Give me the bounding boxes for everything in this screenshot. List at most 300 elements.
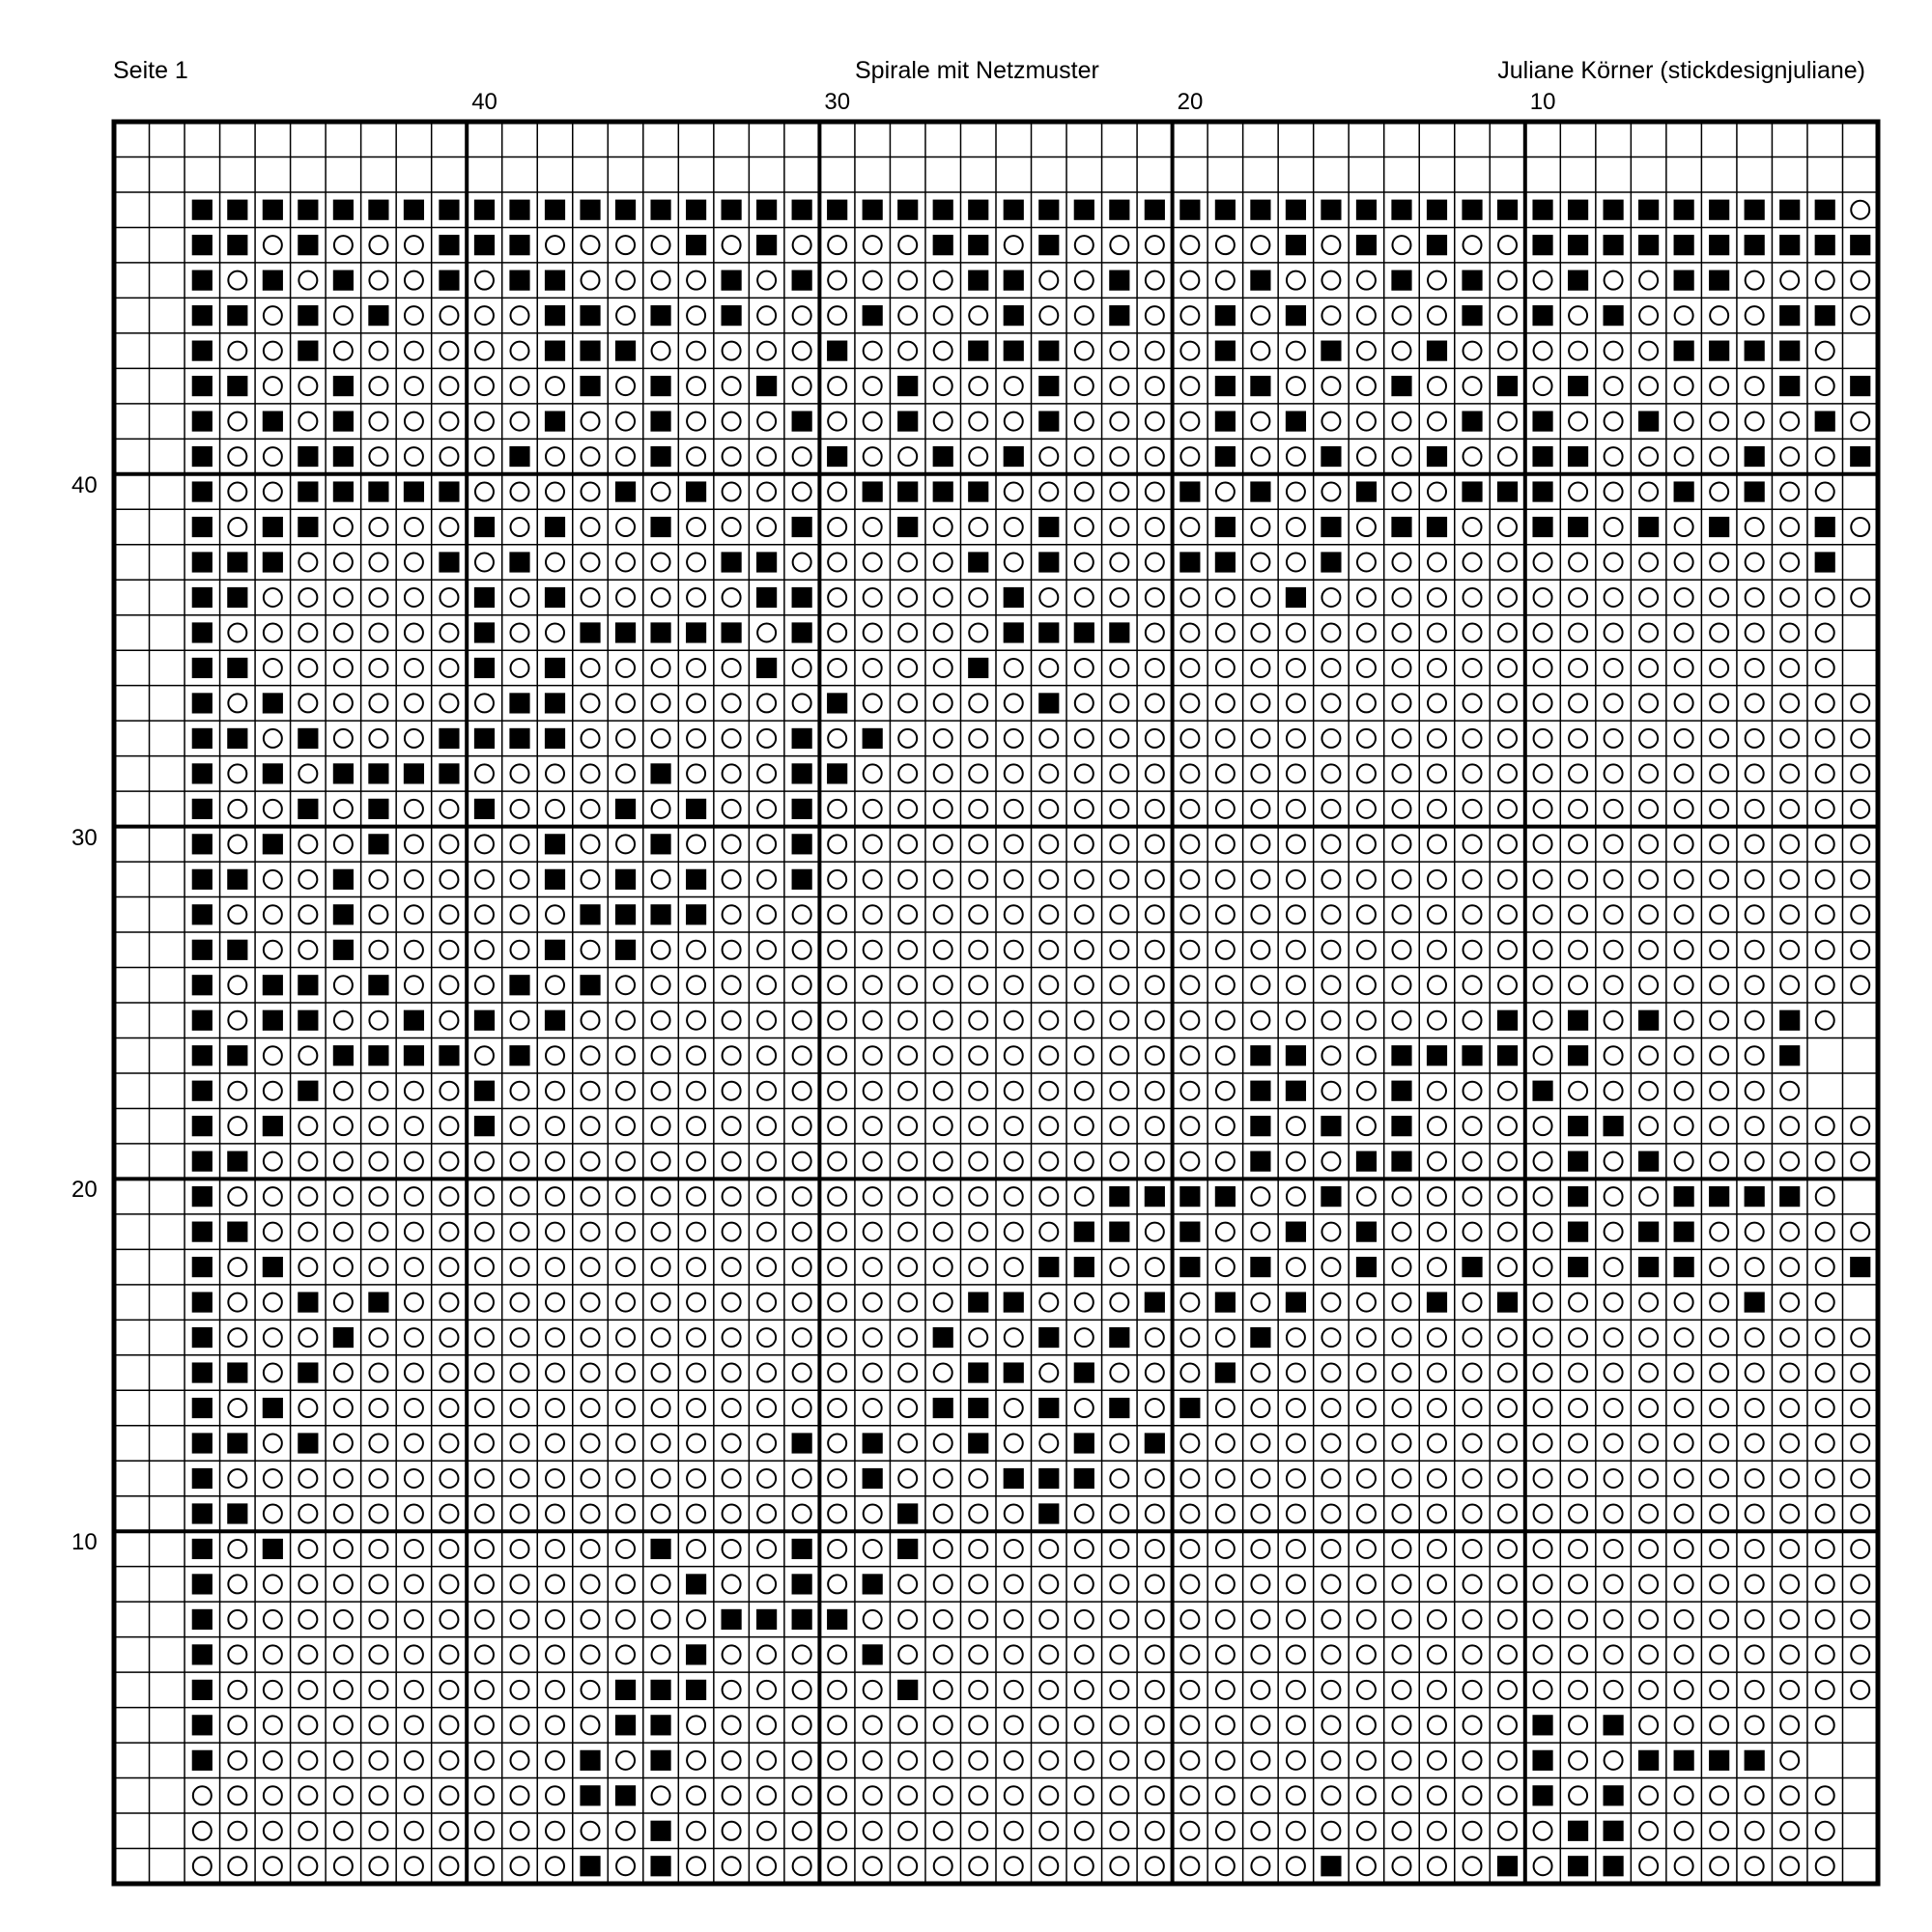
- filled-square-symbol: [615, 799, 636, 819]
- open-circle-symbol: [1498, 729, 1517, 748]
- open-circle-symbol: [1605, 377, 1623, 395]
- filled-square-symbol: [192, 658, 213, 678]
- filled-square-symbol: [263, 834, 283, 854]
- open-circle-symbol: [582, 694, 600, 712]
- open-circle-symbol: [934, 1786, 952, 1804]
- filled-square-symbol: [863, 728, 883, 749]
- open-circle-symbol: [1605, 1435, 1623, 1453]
- open-circle-symbol: [828, 905, 846, 923]
- filled-square-symbol: [192, 305, 213, 326]
- open-circle-symbol: [1816, 483, 1834, 501]
- open-circle-symbol: [1005, 835, 1023, 853]
- filled-square-symbol: [722, 305, 742, 326]
- filled-square-symbol: [1250, 200, 1270, 220]
- open-circle-symbol: [1639, 800, 1658, 818]
- open-circle-symbol: [1639, 1435, 1658, 1453]
- open-circle-symbol: [582, 1822, 600, 1840]
- filled-square-symbol: [1604, 1785, 1624, 1805]
- open-circle-symbol: [1321, 694, 1340, 712]
- open-circle-symbol: [1039, 1822, 1058, 1840]
- open-circle-symbol: [510, 1575, 528, 1593]
- filled-square-symbol: [1109, 270, 1129, 291]
- open-circle-symbol: [828, 412, 846, 431]
- open-circle-symbol: [1321, 870, 1340, 889]
- open-circle-symbol: [582, 271, 600, 290]
- open-circle-symbol: [1746, 1822, 1764, 1840]
- open-circle-symbol: [1639, 1364, 1658, 1382]
- open-circle-symbol: [687, 835, 705, 853]
- open-circle-symbol: [405, 1751, 423, 1770]
- open-circle-symbol: [828, 1645, 846, 1663]
- open-circle-symbol: [546, 1575, 564, 1593]
- open-circle-symbol: [969, 447, 987, 466]
- open-circle-symbol: [1075, 1152, 1094, 1171]
- filled-square-symbol: [1568, 1010, 1588, 1031]
- open-circle-symbol: [616, 1187, 635, 1206]
- open-circle-symbol: [1746, 1575, 1764, 1593]
- open-circle-symbol: [1146, 554, 1164, 572]
- open-circle-symbol: [1357, 412, 1376, 431]
- open-circle-symbol: [546, 1857, 564, 1875]
- open-circle-symbol: [1780, 588, 1799, 607]
- open-circle-symbol: [1710, 306, 1728, 325]
- open-circle-symbol: [757, 870, 776, 889]
- open-circle-symbol: [1534, 271, 1552, 290]
- filled-square-symbol: [650, 904, 670, 924]
- open-circle-symbol: [228, 412, 246, 431]
- open-circle-symbol: [1710, 1645, 1728, 1663]
- open-circle-symbol: [440, 1786, 458, 1804]
- filled-square-symbol: [192, 728, 213, 749]
- filled-square-symbol: [1321, 446, 1341, 467]
- open-circle-symbol: [475, 1258, 494, 1276]
- open-circle-symbol: [1287, 1681, 1305, 1699]
- open-circle-symbol: [405, 554, 423, 572]
- open-circle-symbol: [440, 1469, 458, 1488]
- open-circle-symbol: [510, 1011, 528, 1030]
- open-circle-symbol: [616, 1610, 635, 1629]
- open-circle-symbol: [1780, 905, 1799, 923]
- open-circle-symbol: [1428, 483, 1446, 501]
- open-circle-symbol: [1605, 941, 1623, 959]
- filled-square-symbol: [1638, 235, 1659, 255]
- open-circle-symbol: [1605, 1046, 1623, 1065]
- filled-square-symbol: [474, 622, 495, 642]
- open-circle-symbol: [1039, 1187, 1058, 1206]
- open-circle-symbol: [1639, 1786, 1658, 1804]
- filled-square-symbol: [827, 1609, 847, 1630]
- open-circle-symbol: [1463, 1328, 1482, 1347]
- open-circle-symbol: [934, 1152, 952, 1171]
- open-circle-symbol: [546, 1610, 564, 1629]
- open-circle-symbol: [793, 941, 811, 959]
- open-circle-symbol: [757, 447, 776, 466]
- open-circle-symbol: [1180, 306, 1199, 325]
- open-circle-symbol: [440, 905, 458, 923]
- open-circle-symbol: [1216, 1258, 1235, 1276]
- open-circle-symbol: [298, 1540, 317, 1558]
- open-circle-symbol: [405, 1364, 423, 1382]
- open-circle-symbol: [1005, 1152, 1023, 1171]
- open-circle-symbol: [1180, 1575, 1199, 1593]
- open-circle-symbol: [1428, 554, 1446, 572]
- open-circle-symbol: [1110, 1152, 1128, 1171]
- filled-square-symbol: [933, 481, 953, 501]
- open-circle-symbol: [828, 870, 846, 889]
- open-circle-symbol: [1851, 1364, 1869, 1382]
- open-circle-symbol: [864, 1293, 882, 1312]
- open-circle-symbol: [1569, 1786, 1587, 1804]
- open-circle-symbol: [1780, 623, 1799, 641]
- open-circle-symbol: [1816, 1716, 1834, 1734]
- open-circle-symbol: [969, 1046, 987, 1065]
- filled-square-symbol: [263, 552, 283, 572]
- open-circle-symbol: [652, 483, 670, 501]
- open-circle-symbol: [1428, 1575, 1446, 1593]
- open-circle-symbol: [1605, 1328, 1623, 1347]
- filled-square-symbol: [1250, 481, 1270, 501]
- filled-square-symbol: [474, 1081, 495, 1101]
- filled-square-symbol: [686, 200, 706, 220]
- filled-square-symbol: [368, 834, 388, 854]
- open-circle-symbol: [934, 1681, 952, 1699]
- open-circle-symbol: [1498, 800, 1517, 818]
- filled-square-symbol: [863, 200, 883, 220]
- filled-square-symbol: [1004, 270, 1024, 291]
- open-circle-symbol: [440, 1857, 458, 1875]
- open-circle-symbol: [723, 518, 741, 536]
- open-circle-symbol: [1463, 236, 1482, 254]
- filled-square-symbol: [192, 1750, 213, 1771]
- open-circle-symbol: [1498, 447, 1517, 466]
- open-circle-symbol: [1639, 1645, 1658, 1663]
- open-circle-symbol: [582, 412, 600, 431]
- open-circle-symbol: [1746, 1716, 1764, 1734]
- open-circle-symbol: [1110, 342, 1128, 360]
- open-circle-symbol: [1710, 1857, 1728, 1875]
- open-circle-symbol: [757, 905, 776, 923]
- filled-square-symbol: [1179, 1398, 1200, 1418]
- open-circle-symbol: [1710, 870, 1728, 889]
- filled-square-symbol: [1250, 1257, 1270, 1277]
- filled-square-symbol: [192, 940, 213, 960]
- open-circle-symbol: [1498, 870, 1517, 889]
- open-circle-symbol: [440, 377, 458, 395]
- open-circle-symbol: [1710, 1540, 1728, 1558]
- filled-square-symbol: [192, 270, 213, 291]
- filled-square-symbol: [474, 1116, 495, 1136]
- open-circle-symbol: [969, 1822, 987, 1840]
- open-circle-symbol: [864, 659, 882, 677]
- filled-square-symbol: [298, 305, 318, 326]
- open-circle-symbol: [828, 976, 846, 994]
- open-circle-symbol: [723, 483, 741, 501]
- open-circle-symbol: [1710, 554, 1728, 572]
- open-circle-symbol: [1428, 1223, 1446, 1241]
- open-circle-symbol: [793, 1011, 811, 1030]
- open-circle-symbol: [440, 518, 458, 536]
- filled-square-symbol: [1250, 1151, 1270, 1172]
- open-circle-symbol: [652, 1504, 670, 1522]
- open-circle-symbol: [1463, 800, 1482, 818]
- open-circle-symbol: [1780, 1223, 1799, 1241]
- open-circle-symbol: [1039, 1117, 1058, 1135]
- open-circle-symbol: [1357, 1187, 1376, 1206]
- open-circle-symbol: [652, 1117, 670, 1135]
- open-circle-symbol: [1605, 1082, 1623, 1100]
- filled-square-symbol: [1004, 1468, 1024, 1489]
- open-circle-symbol: [969, 1223, 987, 1241]
- open-circle-symbol: [1639, 1857, 1658, 1875]
- filled-square-symbol: [1391, 200, 1411, 220]
- filled-square-symbol: [1250, 1327, 1270, 1348]
- open-circle-symbol: [405, 1293, 423, 1312]
- filled-square-symbol: [1356, 481, 1377, 501]
- open-circle-symbol: [1463, 1681, 1482, 1699]
- filled-square-symbol: [1179, 552, 1200, 572]
- open-circle-symbol: [1321, 729, 1340, 748]
- open-circle-symbol: [934, 694, 952, 712]
- open-circle-symbol: [546, 1223, 564, 1241]
- open-circle-symbol: [1428, 1011, 1446, 1030]
- filled-square-symbol: [192, 1644, 213, 1664]
- open-circle-symbol: [1710, 447, 1728, 466]
- open-circle-symbol: [1816, 1258, 1834, 1276]
- open-circle-symbol: [1392, 483, 1410, 501]
- open-circle-symbol: [1075, 306, 1094, 325]
- open-circle-symbol: [1534, 1364, 1552, 1382]
- open-circle-symbol: [864, 588, 882, 607]
- open-circle-symbol: [898, 306, 917, 325]
- open-circle-symbol: [1321, 1610, 1340, 1629]
- open-circle-symbol: [475, 1046, 494, 1065]
- open-circle-symbol: [1816, 835, 1834, 853]
- open-circle-symbol: [369, 1258, 387, 1276]
- open-circle-symbol: [334, 1575, 353, 1593]
- open-circle-symbol: [1710, 1011, 1728, 1030]
- open-circle-symbol: [546, 1716, 564, 1734]
- open-circle-symbol: [1110, 1293, 1128, 1312]
- open-circle-symbol: [723, 588, 741, 607]
- open-circle-symbol: [969, 623, 987, 641]
- open-circle-symbol: [1746, 729, 1764, 748]
- open-circle-symbol: [1428, 1540, 1446, 1558]
- open-circle-symbol: [1816, 1152, 1834, 1171]
- filled-square-symbol: [650, 305, 670, 326]
- open-circle-symbol: [1498, 1681, 1517, 1699]
- open-circle-symbol: [652, 800, 670, 818]
- open-circle-symbol: [1357, 1011, 1376, 1030]
- open-circle-symbol: [1075, 1751, 1094, 1770]
- open-circle-symbol: [1039, 1716, 1058, 1734]
- open-circle-symbol: [864, 1540, 882, 1558]
- open-circle-symbol: [1746, 377, 1764, 395]
- open-circle-symbol: [616, 1152, 635, 1171]
- filled-square-symbol: [686, 869, 706, 890]
- open-circle-symbol: [652, 941, 670, 959]
- filled-square-symbol: [1745, 1186, 1765, 1207]
- open-circle-symbol: [1357, 905, 1376, 923]
- filled-square-symbol: [227, 1151, 247, 1172]
- open-circle-symbol: [1005, 236, 1023, 254]
- open-circle-symbol: [1039, 941, 1058, 959]
- filled-square-symbol: [968, 235, 988, 255]
- open-circle-symbol: [1428, 1469, 1446, 1488]
- filled-square-symbol: [1109, 200, 1129, 220]
- filled-square-symbol: [509, 693, 529, 713]
- open-circle-symbol: [652, 1293, 670, 1312]
- open-circle-symbol: [1851, 271, 1869, 290]
- open-circle-symbol: [1675, 1645, 1693, 1663]
- filled-square-symbol: [1038, 341, 1059, 361]
- open-circle-symbol: [228, 1011, 246, 1030]
- open-circle-symbol: [228, 1258, 246, 1276]
- open-circle-symbol: [723, 1152, 741, 1171]
- open-circle-symbol: [1534, 870, 1552, 889]
- open-circle-symbol: [1321, 483, 1340, 501]
- open-circle-symbol: [1710, 1681, 1728, 1699]
- filled-square-symbol: [933, 1327, 953, 1348]
- open-circle-symbol: [1639, 1681, 1658, 1699]
- open-circle-symbol: [1498, 412, 1517, 431]
- open-circle-symbol: [934, 518, 952, 536]
- open-circle-symbol: [1605, 1575, 1623, 1593]
- filled-square-symbol: [1004, 622, 1024, 642]
- filled-square-symbol: [1568, 1151, 1588, 1172]
- filled-square-symbol: [1250, 1116, 1270, 1136]
- filled-square-symbol: [615, 200, 636, 220]
- open-circle-symbol: [1780, 1540, 1799, 1558]
- open-circle-symbol: [1287, 976, 1305, 994]
- open-circle-symbol: [1005, 870, 1023, 889]
- open-circle-symbol: [934, 1610, 952, 1629]
- open-circle-symbol: [828, 1187, 846, 1206]
- open-circle-symbol: [475, 1857, 494, 1875]
- open-circle-symbol: [1216, 1117, 1235, 1135]
- open-circle-symbol: [687, 1540, 705, 1558]
- filled-square-symbol: [792, 799, 812, 819]
- open-circle-symbol: [723, 694, 741, 712]
- open-circle-symbol: [1851, 1681, 1869, 1699]
- open-circle-symbol: [687, 1152, 705, 1171]
- open-circle-symbol: [1110, 1575, 1128, 1593]
- filled-square-symbol: [1779, 341, 1800, 361]
- open-circle-symbol: [405, 518, 423, 536]
- open-circle-symbol: [1639, 694, 1658, 712]
- open-circle-symbol: [582, 554, 600, 572]
- open-circle-symbol: [652, 1328, 670, 1347]
- filled-square-symbol: [1215, 1292, 1236, 1312]
- open-circle-symbol: [1216, 1610, 1235, 1629]
- open-circle-symbol: [1816, 976, 1834, 994]
- filled-square-symbol: [1674, 200, 1694, 220]
- open-circle-symbol: [1851, 729, 1869, 748]
- open-circle-symbol: [1569, 1575, 1587, 1593]
- filled-square-symbol: [580, 341, 600, 361]
- open-circle-symbol: [1287, 1610, 1305, 1629]
- open-circle-symbol: [1251, 800, 1269, 818]
- filled-square-symbol: [1391, 1081, 1411, 1101]
- open-circle-symbol: [440, 800, 458, 818]
- open-circle-symbol: [1498, 1716, 1517, 1734]
- filled-square-symbol: [650, 1856, 670, 1876]
- open-circle-symbol: [369, 623, 387, 641]
- open-circle-symbol: [1392, 941, 1410, 959]
- open-circle-symbol: [1605, 1364, 1623, 1382]
- filled-square-symbol: [1850, 446, 1870, 467]
- open-circle-symbol: [264, 729, 282, 748]
- open-circle-symbol: [616, 1645, 635, 1663]
- open-circle-symbol: [1498, 1786, 1517, 1804]
- open-circle-symbol: [723, 1857, 741, 1875]
- open-circle-symbol: [1639, 1328, 1658, 1347]
- filled-square-symbol: [1745, 341, 1765, 361]
- filled-square-symbol: [439, 200, 459, 220]
- filled-square-symbol: [474, 658, 495, 678]
- open-circle-symbol: [1180, 976, 1199, 994]
- open-circle-symbol: [1569, 1645, 1587, 1663]
- filled-square-symbol: [863, 1468, 883, 1489]
- open-circle-symbol: [1216, 1716, 1235, 1734]
- filled-square-symbol: [1568, 1257, 1588, 1277]
- open-circle-symbol: [475, 1364, 494, 1382]
- open-circle-symbol: [1710, 941, 1728, 959]
- open-circle-symbol: [1428, 905, 1446, 923]
- open-circle-symbol: [582, 1399, 600, 1417]
- filled-square-symbol: [827, 763, 847, 783]
- open-circle-symbol: [1110, 1681, 1128, 1699]
- open-circle-symbol: [898, 941, 917, 959]
- filled-square-symbol: [509, 235, 529, 255]
- open-circle-symbol: [1392, 412, 1410, 431]
- open-circle-symbol: [1392, 1187, 1410, 1206]
- open-circle-symbol: [582, 1716, 600, 1734]
- open-circle-symbol: [652, 729, 670, 748]
- open-circle-symbol: [1851, 1435, 1869, 1453]
- open-circle-symbol: [334, 800, 353, 818]
- open-circle-symbol: [298, 1152, 317, 1171]
- open-circle-symbol: [1605, 694, 1623, 712]
- open-circle-symbol: [1746, 941, 1764, 959]
- open-circle-symbol: [475, 1681, 494, 1699]
- open-circle-symbol: [264, 1786, 282, 1804]
- open-circle-symbol: [1534, 1399, 1552, 1417]
- open-circle-symbol: [652, 236, 670, 254]
- open-circle-symbol: [369, 1152, 387, 1171]
- filled-square-symbol: [545, 517, 565, 537]
- open-circle-symbol: [864, 1187, 882, 1206]
- filled-square-symbol: [1074, 622, 1094, 642]
- filled-square-symbol: [827, 693, 847, 713]
- open-circle-symbol: [864, 1786, 882, 1804]
- open-circle-symbol: [1639, 1716, 1658, 1734]
- open-circle-symbol: [1039, 1540, 1058, 1558]
- open-circle-symbol: [475, 306, 494, 325]
- open-circle-symbol: [369, 342, 387, 360]
- open-circle-symbol: [1005, 377, 1023, 395]
- open-circle-symbol: [546, 1504, 564, 1522]
- open-circle-symbol: [440, 1751, 458, 1770]
- filled-square-symbol: [1215, 1186, 1236, 1207]
- open-circle-symbol: [1251, 941, 1269, 959]
- open-circle-symbol: [1851, 201, 1869, 219]
- open-circle-symbol: [1816, 905, 1834, 923]
- open-circle-symbol: [582, 1011, 600, 1030]
- filled-square-symbol: [1779, 200, 1800, 220]
- open-circle-symbol: [723, 1117, 741, 1135]
- open-circle-symbol: [334, 1082, 353, 1100]
- open-circle-symbol: [440, 1223, 458, 1241]
